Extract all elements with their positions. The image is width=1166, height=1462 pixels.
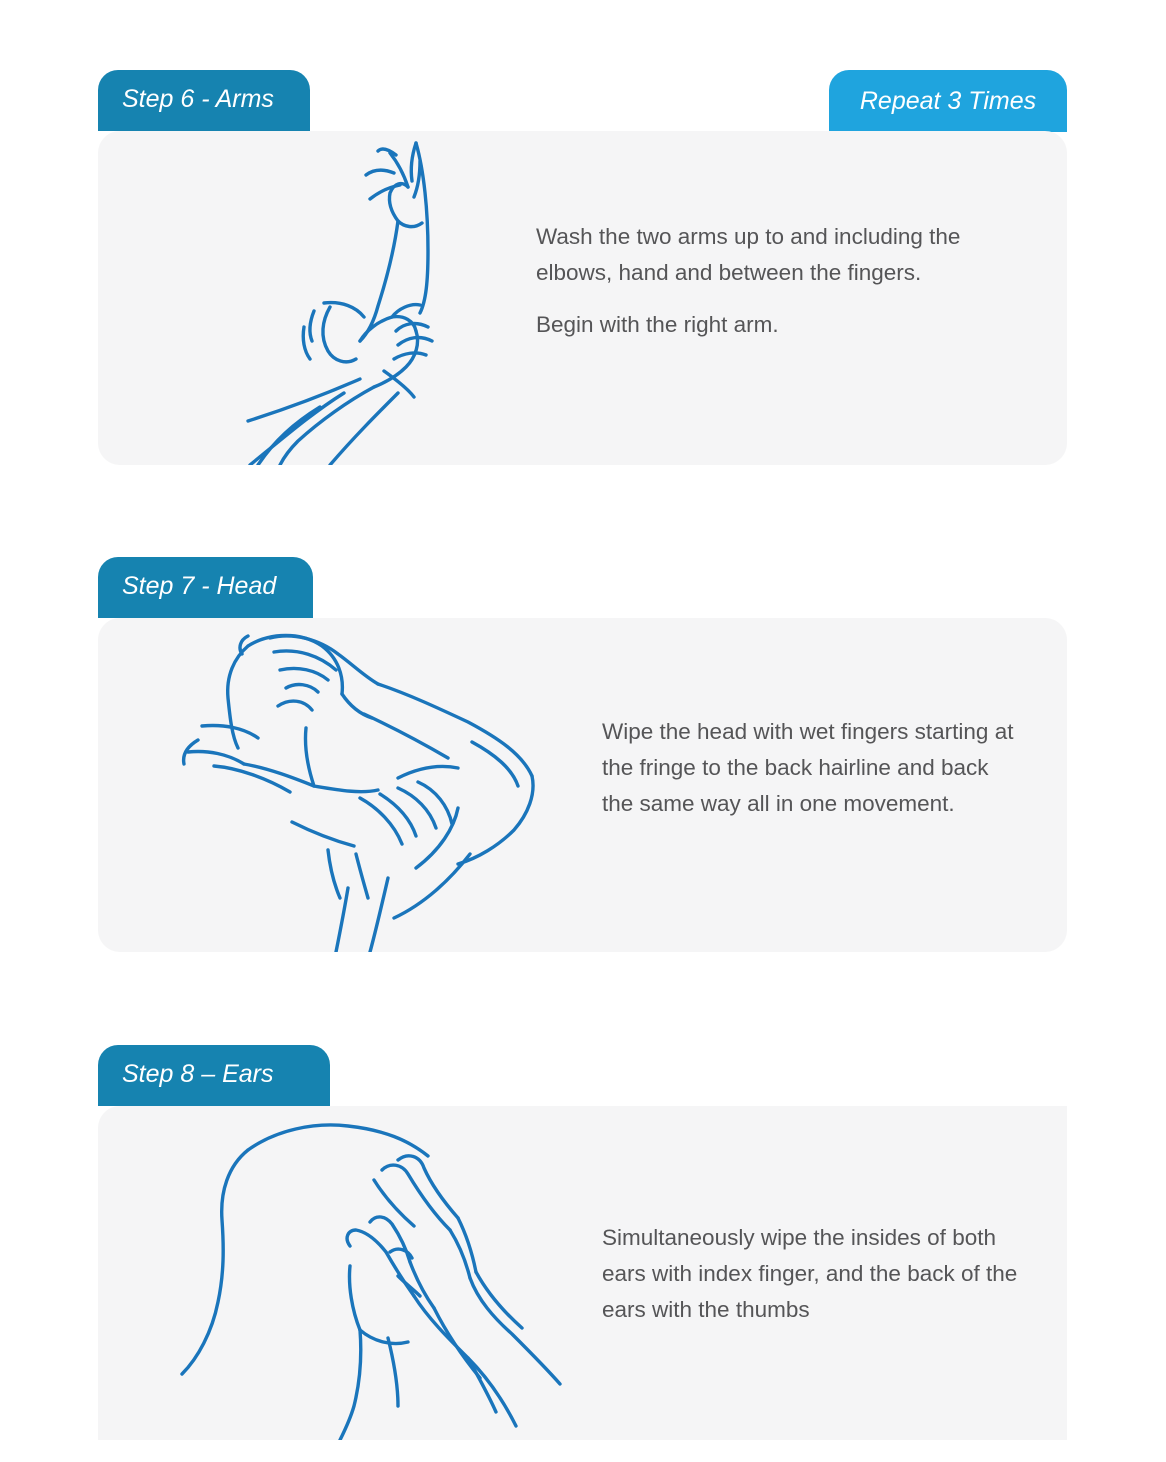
- step-7-description: [602, 714, 1022, 822]
- repeat-badge: Repeat 3 Times: [829, 70, 1067, 132]
- step-8-section: [98, 1045, 1067, 1440]
- step-8-description: [602, 1220, 1032, 1328]
- step-6-card: [98, 131, 1067, 465]
- step-6-description: [536, 219, 1006, 343]
- step-6-paragraph: Begin with the right arm.: [536, 312, 779, 337]
- step-6-paragraph: Wash the two arms up to and including the elbows, hand and between the fingers.: [536, 224, 961, 285]
- step-7-paragraph: Wipe the head with wet fingers starting at the fringe to the back hairline and back the same way all in one movement.: [602, 719, 1014, 816]
- step-7-section: [98, 557, 1067, 952]
- washing-arm-icon: [98, 131, 518, 465]
- wiping-ears-icon: [98, 1106, 578, 1440]
- step-6-tab: Step 6 - Arms: [98, 70, 310, 131]
- wiping-head-icon: [98, 618, 558, 952]
- step-6-section: [98, 70, 1067, 465]
- step-7-card: [98, 618, 1067, 952]
- step-8-tab: Step 8 – Ears: [98, 1045, 330, 1106]
- step-7-tab: Step 7 - Head: [98, 557, 313, 618]
- step-8-card: [98, 1106, 1067, 1440]
- step-8-paragraph: Simultaneously wipe the insides of both ears with index finger, and the back of the ears with the thumbs: [602, 1225, 1018, 1322]
